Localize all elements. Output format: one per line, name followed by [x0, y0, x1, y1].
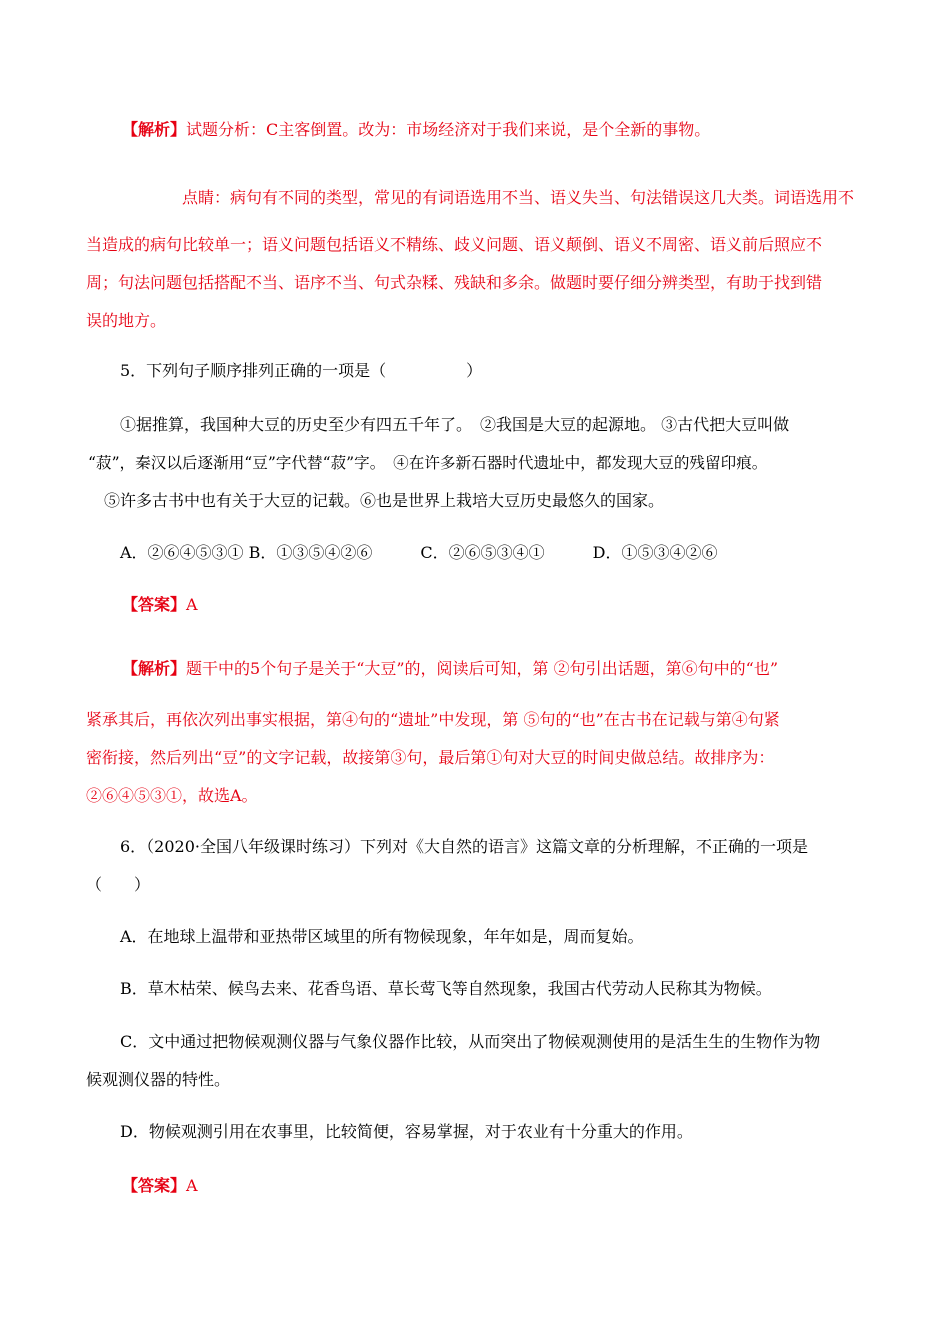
- q6-option-c-line-2: 候观测仪器的特性。: [86, 1070, 231, 1089]
- q5-answer-line: [122, 594, 198, 616]
- q5-options: A．②⑥④⑤③① B．①③⑤④②⑥ C．②⑥⑤③④① D．①⑤③④②⑥: [120, 543, 718, 562]
- tip-line-2: 当造成的病句比较单一；语义问题包括语义不精练、歧义问题、语义颠倒、语义不周密、语义前后照应不: [86, 235, 823, 254]
- q5-sentence-line-3: ⑤许多古书中也有关于大豆的记载。⑥也是世界上栽培大豆历史最悠久的国家。: [104, 491, 665, 510]
- q6-answer-line: [122, 1175, 198, 1197]
- q5-sentence-line-1: ①据推算，我国种大豆的历史至少有四五千年了。 ②我国是大豆的起源地。 ③古代把大豆叫做: [120, 415, 790, 434]
- q5-analysis-line-3: 密衔接，然后列出“豆”的文字记载，故接第③句，最后第①句对大豆的时间史做总结。故排序为：: [86, 748, 775, 767]
- q5-analysis-line-1: [122, 658, 778, 680]
- q5-stem: 5．下列句子顺序排列正确的一项是（ ）: [120, 361, 483, 380]
- tip-line-1: 点睛：病句有不同的类型，常见的有词语选用不当、语义失当、句法错误这几大类。词语选用不: [182, 188, 855, 207]
- q6-stem-line-1: 6．（2020·全国八年级课时练习）下列对《大自然的语言》这篇文章的分析理解，不正确的一项是: [120, 837, 808, 856]
- tip-line-4: 误的地方。: [86, 311, 167, 330]
- q6-option-c-line-1: C．文中通过把物候观测仪器与气象仪器作比较，从而突出了物候观测使用的是活生生的生物作为物: [120, 1032, 821, 1051]
- q6-answer-tag: 【答案】: [122, 1176, 187, 1195]
- q5-sentence-line-2: “菽”，秦汉以后逐渐用“豆”字代替“菽”字。 ④在许多新石器时代遗址中，都发现大豆的残留印痕。: [88, 454, 768, 472]
- q6-option-a: A．在地球上温带和亚热带区域里的所有物候现象，年年如是，周而复始。: [120, 927, 644, 946]
- q6-stem-line-2: （ ）: [86, 875, 151, 894]
- q5-analysis-tag: 【解析】: [122, 659, 187, 678]
- q5-analysis-line-2: 紧承其后，再依次列出事实根据，第④句的“遗址”中发现，第 ⑤句的“也”在古书在记载与第④句紧: [86, 710, 780, 729]
- analysis-text: 试题分析：C主客倒置。改为：市场经济对于我们来说，是个全新的事物。: [186, 120, 711, 139]
- q6-option-b: B．草木枯荣、候鸟去来、花香鸟语、草长莺飞等自然现象，我国古代劳动人民称其为物候。: [120, 979, 772, 998]
- q6-option-d: D．物候观测引用在农事里，比较简便，容易掌握，对于农业有十分重大的作用。: [120, 1122, 693, 1141]
- q5-analysis-line-4: ②⑥④⑤③①，故选A。: [86, 786, 258, 805]
- q5-answer-value: A: [186, 595, 198, 614]
- analysis-tag: 【解析】: [122, 120, 187, 139]
- q6-answer-value: A: [186, 1176, 198, 1195]
- q5-analysis-text: 题干中的5个句子是关于“大豆”的，阅读后可知，第 ②句引出话题，第⑥句中的“也”: [186, 659, 779, 678]
- q5-answer-tag: 【答案】: [122, 595, 187, 614]
- analysis-line: [122, 119, 710, 141]
- tip-line-3: 周；句法问题包括搭配不当、语序不当、句式杂糅、残缺和多余。做题时要仔细分辨类型，有助于找到错: [86, 273, 823, 292]
